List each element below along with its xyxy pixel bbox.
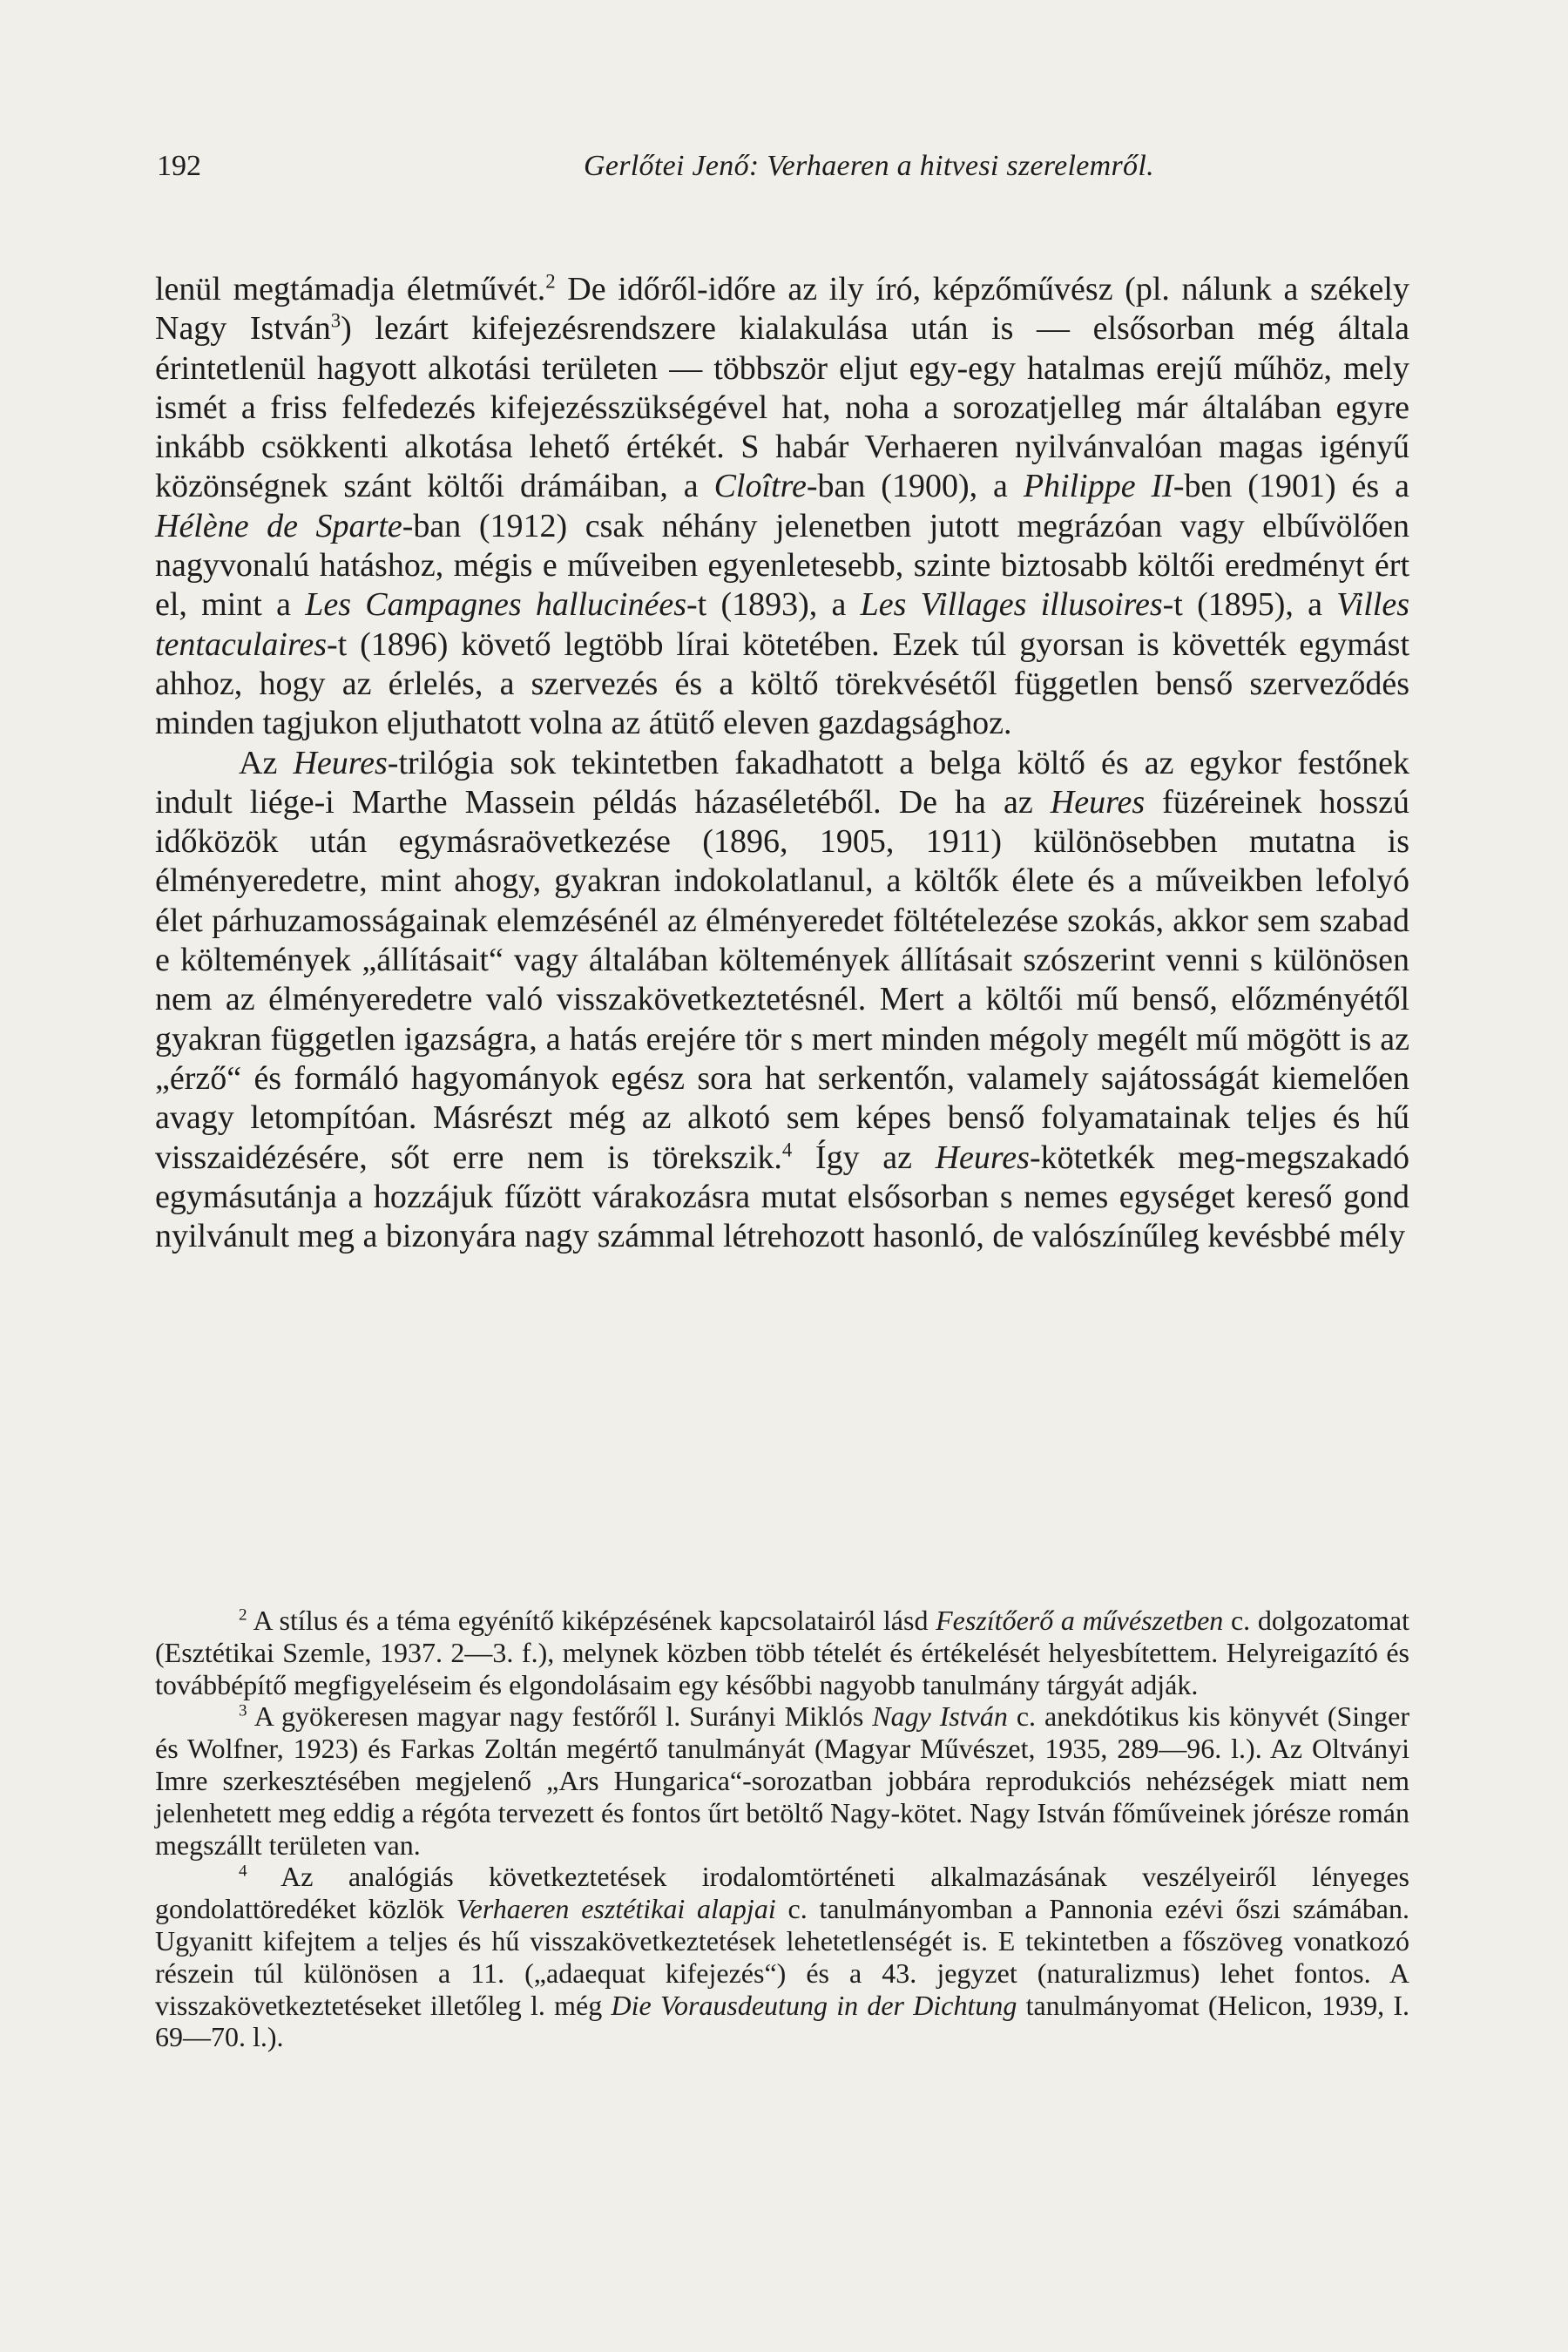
body-text: [155, 270, 1409, 1256]
italic-title: Feszítőerő a művészetben: [936, 1605, 1224, 1636]
text-span: c. tanulmányomban a Pannonia ezévi őszi számában. Ugyanitt kifejtem a teljes és hű visszakövetkeztetések lehetetlenségét is. E tekintetben a főszöveg vonatkozó részein túl különösen a 11. („adaequat kifejezés“) és a 43. jegyzet (naturalizmus) lehet fontos. A visszakövetkeztetéseket illetőleg l. még: [155, 1893, 1410, 2021]
footnote-ref-2: 2: [545, 270, 556, 293]
italic-title: Les Villages illusoires: [860, 586, 1163, 624]
text-span: -ben (1901) és a: [1173, 468, 1410, 505]
text-span: c. anekdótikus kis könyvét (Singer és Wolfner, 1923) és Farkas Zoltán megértő tanulmányát (Magyar Művészet, 1935, 289—96. l.). Az Oltványi Imre szerkesztésében megjelenő „Ars Hungarica“-sorozatban jobbára reprodukciós nehézségek miatt nem jelenhetett meg eddig a régóta tervezett és fontos űrt betöltő Nagy-kötet. Nagy István főműveinek jórésze román megszállt területen van.: [155, 1700, 1410, 1861]
italic-title: Les Campagnes hallucinées: [305, 586, 686, 624]
italic-title: Hélène de Sparte: [155, 507, 402, 544]
italic-title: Heures: [935, 1139, 1030, 1176]
text-span: -t (1895), a: [1162, 586, 1337, 624]
paragraph-2: [155, 744, 1409, 1257]
footnote-3: [155, 1700, 1409, 1861]
page-header: [157, 150, 1411, 183]
footnote-mark: 2: [239, 1605, 247, 1625]
text-span: De időről-időre az ily író, képzőművész (pl. nálunk a székely Nagy István: [155, 271, 1409, 348]
italic-title: Verhaeren esztétikai alapjai: [456, 1893, 776, 1925]
text-span: -t (1893), a: [686, 586, 861, 624]
text-span: A stílus és a téma egyénítő kiképzésének kapcsolatairól lásd: [247, 1605, 936, 1636]
paragraph-1: [155, 270, 1409, 744]
footnote-ref-4: 4: [781, 1138, 793, 1160]
text-span: A gyökeresen magyar nagy festőről l. Surányi Miklós: [247, 1700, 873, 1733]
running-head: Gerlőtei Jenő: Verhaeren a hitvesi szerelemről.: [584, 150, 1154, 182]
italic-title: Philippe II: [1023, 468, 1173, 505]
footnote-ref-3: 3: [330, 309, 341, 332]
footnote-2: [155, 1605, 1409, 1700]
text-span: Így az: [792, 1139, 936, 1176]
italic-title: Heures: [1050, 783, 1146, 821]
italic-title: Nagy István: [872, 1700, 1008, 1733]
footnote-4: [155, 1861, 1409, 2053]
italic-title: Die Vorausdeutung in der Dichtung: [611, 1989, 1017, 2021]
text-span: tanulmányomat (Helicon, 1939, I. 69—70. l.).: [155, 1989, 1409, 2053]
text-span: ) lezárt kifejezésrendszere kialakulása után is — elsősorban még általa érintetlenül hagyott alkotási területen — többször eljut egy-egy hatalmas erejű műhöz, mely ismét a friss felfedezés kifejezésszükségével hat, noha a sorozatjelleg már általában egyre inkább csökkenti alkotása lehető értékét. S habár Verhaeren nyilvánvalóan magas igényű közönségnek szánt költői drámáiban, a: [155, 310, 1409, 505]
text-span: c. dolgozatomat (Esztétikai Szemle, 1937. 2—3. f.), melynek közben több tételét és értékelését helyesbítettem. Helyreigazító és továbbépítő megfigyeléseim és elgondolásaim egy későbbi nagyobb tanulmány tárgyát adják.: [155, 1605, 1410, 1700]
footnote-mark: 3: [239, 1701, 247, 1720]
text-span: -ban (1900), a: [806, 468, 1024, 505]
text-span: -ban (1912) csak néhány jelenetben jutott megrázóan vagy elbűvölően nagyvonalú hatáshoz, mégis e műveiben egyenletesebb, szinte biztosabb költői eredményt ért el, mint a: [155, 507, 1409, 624]
text-span: füzéreinek hosszú időközök után egymásraövetkezése (1896, 1905, 1911) különösebben mutatna is élményeredetre, mint ahogy, gyakran indokolatlanul, a költők élete és a műveikben lefolyó élet párhuzamosságainak elemzésénél az élményeredet föltételezése szokás, akkor sem szabad e költemények „állításait“ vagy általában költemények állításait szószerint venni s különösen nem az élményeredetre való visszakövetkeztetésnél. Mert a költői mű benső, előzményétől gyakran független igazságra, a hatás erejére tör s mert minden mégoly megélt mű mögött is az „érző“ és formáló hagyományok egész sora hat serkentőn, valamely sajátosságát kiemelően avagy letompítóan. Másrészt még az alkotó sem képes benső folyamatainak teljes és hű visszaidézésére, sőt erre nem is törekszik.: [155, 783, 1409, 1176]
italic-title: Heures: [293, 744, 388, 781]
page-number: 192: [157, 150, 201, 182]
italic-title: Villes tentaculaires: [155, 586, 1409, 663]
text-span: -t (1896) követő legtöbb lírai kötetében. Ezek túl gyorsan is követték egymást ahhoz, hogy az érlelés, a szervezés és a költő törekvésétől független benső szerveződés minden tagjukon eljuthatott volna az átütő eleven gazdagsághoz.: [155, 625, 1409, 742]
text-span: Az analógiás következtetések irodalomtörténeti alkalmazásának veszélyeiről lényeges gondolattöredéket közlök: [155, 1861, 1409, 1925]
text-span: Az: [239, 744, 294, 781]
footnote-mark: 4: [239, 1862, 247, 1881]
text-span: -trilógia sok tekintetben fakadhatott a belga költő és az egykor festőnek indult liége-i Marthe Massein példás házaséletéből. De ha az: [155, 744, 1410, 821]
footnotes: [155, 1605, 1409, 2053]
text-span: lenül megtámadja életművét.: [155, 271, 546, 308]
text-span: -kötetkék meg-megszakadó egymásutánja a hozzájuk fűzött várakozásra mutat elsősorban s nemes egységet kereső gond nyilvánult meg a bizonyára nagy számmal létrehozott hasonló, de valószínűleg kevésbbé mély: [155, 1139, 1409, 1255]
italic-title: Cloître: [713, 468, 807, 505]
